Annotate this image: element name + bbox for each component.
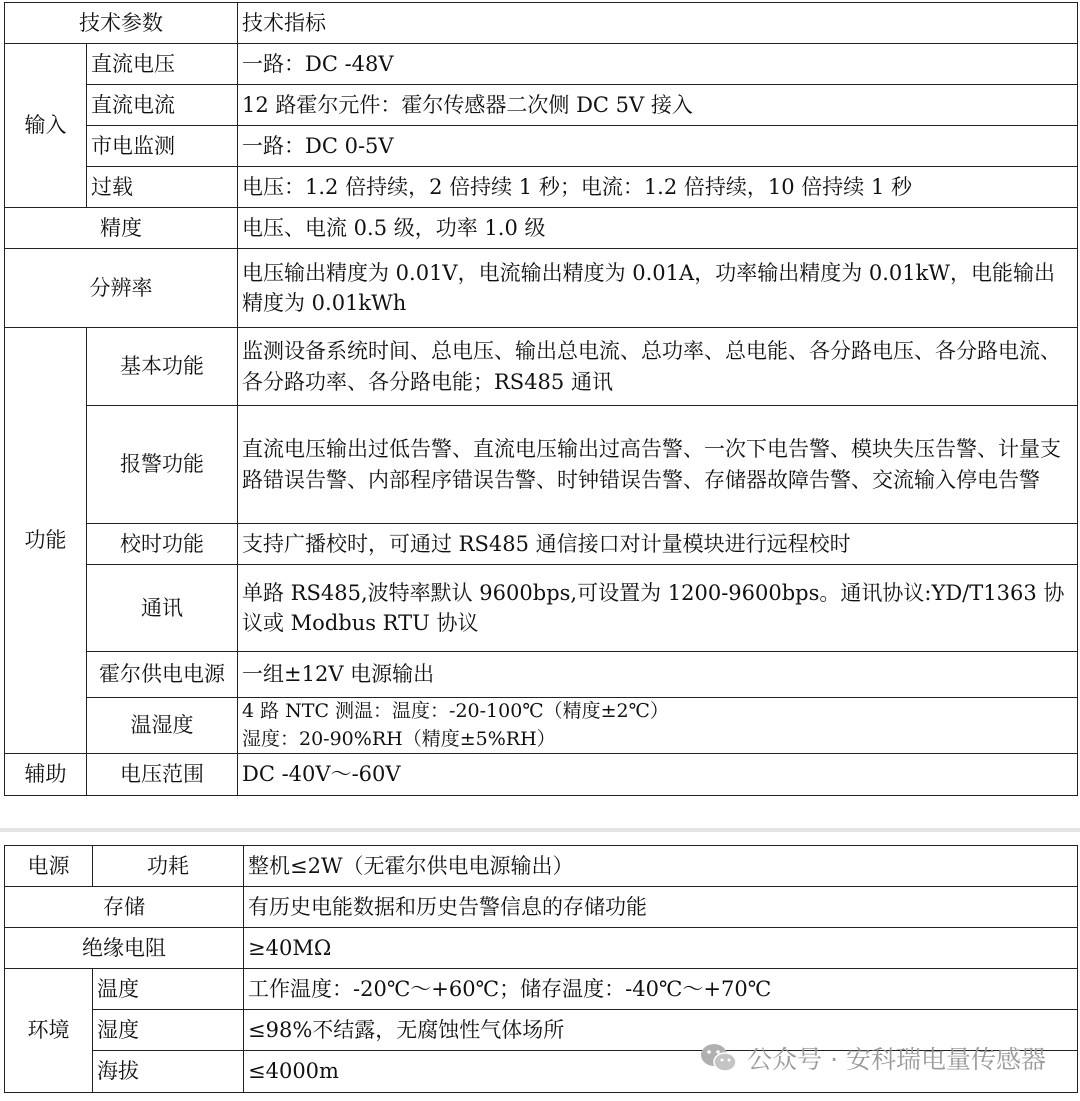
header-spec: 技术指标 [238, 3, 1078, 44]
spec-table-main [4, 2, 1078, 796]
row-label: 海拔 [93, 1051, 244, 1093]
row-value: 有历史电能数据和历史告警信息的存储功能 [244, 887, 1078, 928]
value-line: 4 路 NTC 测温：温度：-20-100℃（精度±2℃） [242, 700, 669, 722]
table-row [5, 1051, 1078, 1093]
table-row [5, 928, 1078, 969]
row-value: ≤4000m [244, 1051, 1078, 1093]
row-label: 直流电流 [87, 85, 238, 126]
group-function: 功能 [5, 328, 87, 754]
row-value: ≥40MΩ [244, 928, 1078, 969]
row-value: 电压：1.2 倍持续，2 倍持续 1 秒；电流：1.2 倍持续，10 倍持续 1 秒 [238, 167, 1078, 208]
row-value: 工作温度：-20℃～+60℃；储存温度：-40℃～+70℃ [244, 969, 1078, 1010]
table-row [5, 1010, 1078, 1051]
section-divider [0, 828, 1080, 832]
row-label: 绝缘电阻 [5, 928, 244, 969]
row-value: 单路 RS485,波特率默认 9600bps,可设置为 1200-9600bps。通讯协议:YD/T1363 协议或 Modbus RTU 协议 [238, 565, 1078, 652]
row-value: 12 路霍尔元件：霍尔传感器二次侧 DC 5V 接入 [238, 85, 1078, 126]
group-aux: 辅助 [5, 754, 87, 796]
row-value [238, 698, 1078, 754]
row-label: 温湿度 [87, 698, 238, 754]
spec-table-secondary [4, 845, 1078, 1093]
table-header-row [5, 3, 1078, 44]
row-label: 功耗 [93, 846, 244, 887]
table-row [5, 208, 1078, 249]
table-row [5, 754, 1078, 796]
row-value: 一路：DC 0-5V [238, 126, 1078, 167]
table-row [5, 167, 1078, 208]
row-label: 校时功能 [87, 524, 238, 565]
row-label: 湿度 [93, 1010, 244, 1051]
row-value: 一路：DC -48V [238, 44, 1078, 85]
row-value: 监测设备系统时间、总电压、输出总电流、总功率、总电能、各分路电压、各分路电流、各分路功率、各分路电能；RS485 通讯 [238, 328, 1078, 406]
header-param: 技术参数 [5, 3, 238, 44]
value-line: 湿度：20-90%RH（精度±5%RH） [242, 727, 556, 750]
group-power: 电源 [5, 846, 93, 887]
table-row [5, 85, 1078, 126]
row-label: 报警功能 [87, 406, 238, 524]
row-value: 支持广播校时，可通过 RS485 通信接口对计量模块进行远程校时 [238, 524, 1078, 565]
row-label: 电压范围 [87, 754, 238, 796]
table-row [5, 887, 1078, 928]
row-label: 精度 [5, 208, 238, 249]
row-label: 温度 [93, 969, 244, 1010]
row-value: DC -40V～-60V [238, 754, 1078, 796]
row-label: 存储 [5, 887, 244, 928]
group-environment: 环境 [5, 969, 93, 1093]
table-row [5, 44, 1078, 85]
row-value: 整机≤2W（无霍尔供电电源输出） [244, 846, 1078, 887]
group-input: 输入 [5, 44, 87, 208]
row-value: 一组±12V 电源输出 [238, 652, 1078, 698]
row-value: 电压输出精度为 0.01V，电流输出精度为 0.01A，功率输出精度为 0.01kW，电能输出精度为 0.01kWh [238, 249, 1078, 328]
row-value: ≤98%不结露，无腐蚀性气体场所 [244, 1010, 1078, 1051]
table-row [5, 846, 1078, 887]
row-value: 直流电压输出过低告警、直流电压输出过高告警、一次下电告警、模块失压告警、计量支路错误告警、内部程序错误告警、时钟错误告警、存储器故障告警、交流输入停电告警 [238, 406, 1078, 524]
table-row [5, 565, 1078, 652]
table-row [5, 652, 1078, 698]
table-row [5, 524, 1078, 565]
table-row [5, 698, 1078, 754]
table-row [5, 406, 1078, 524]
row-label: 过载 [87, 167, 238, 208]
watermark-text: 公众号 · 安科瑞电量传感器 [747, 1045, 1046, 1074]
row-label: 直流电压 [87, 44, 238, 85]
row-label: 基本功能 [87, 328, 238, 406]
row-value: 电压、电流 0.5 级，功率 1.0 级 [238, 208, 1078, 249]
table-row [5, 249, 1078, 328]
row-label: 市电监测 [87, 126, 238, 167]
table-row [5, 969, 1078, 1010]
row-label: 分辨率 [5, 249, 238, 328]
row-label: 通讯 [87, 565, 238, 652]
table-row [5, 328, 1078, 406]
table-row [5, 126, 1078, 167]
row-label: 霍尔供电电源 [87, 652, 238, 698]
